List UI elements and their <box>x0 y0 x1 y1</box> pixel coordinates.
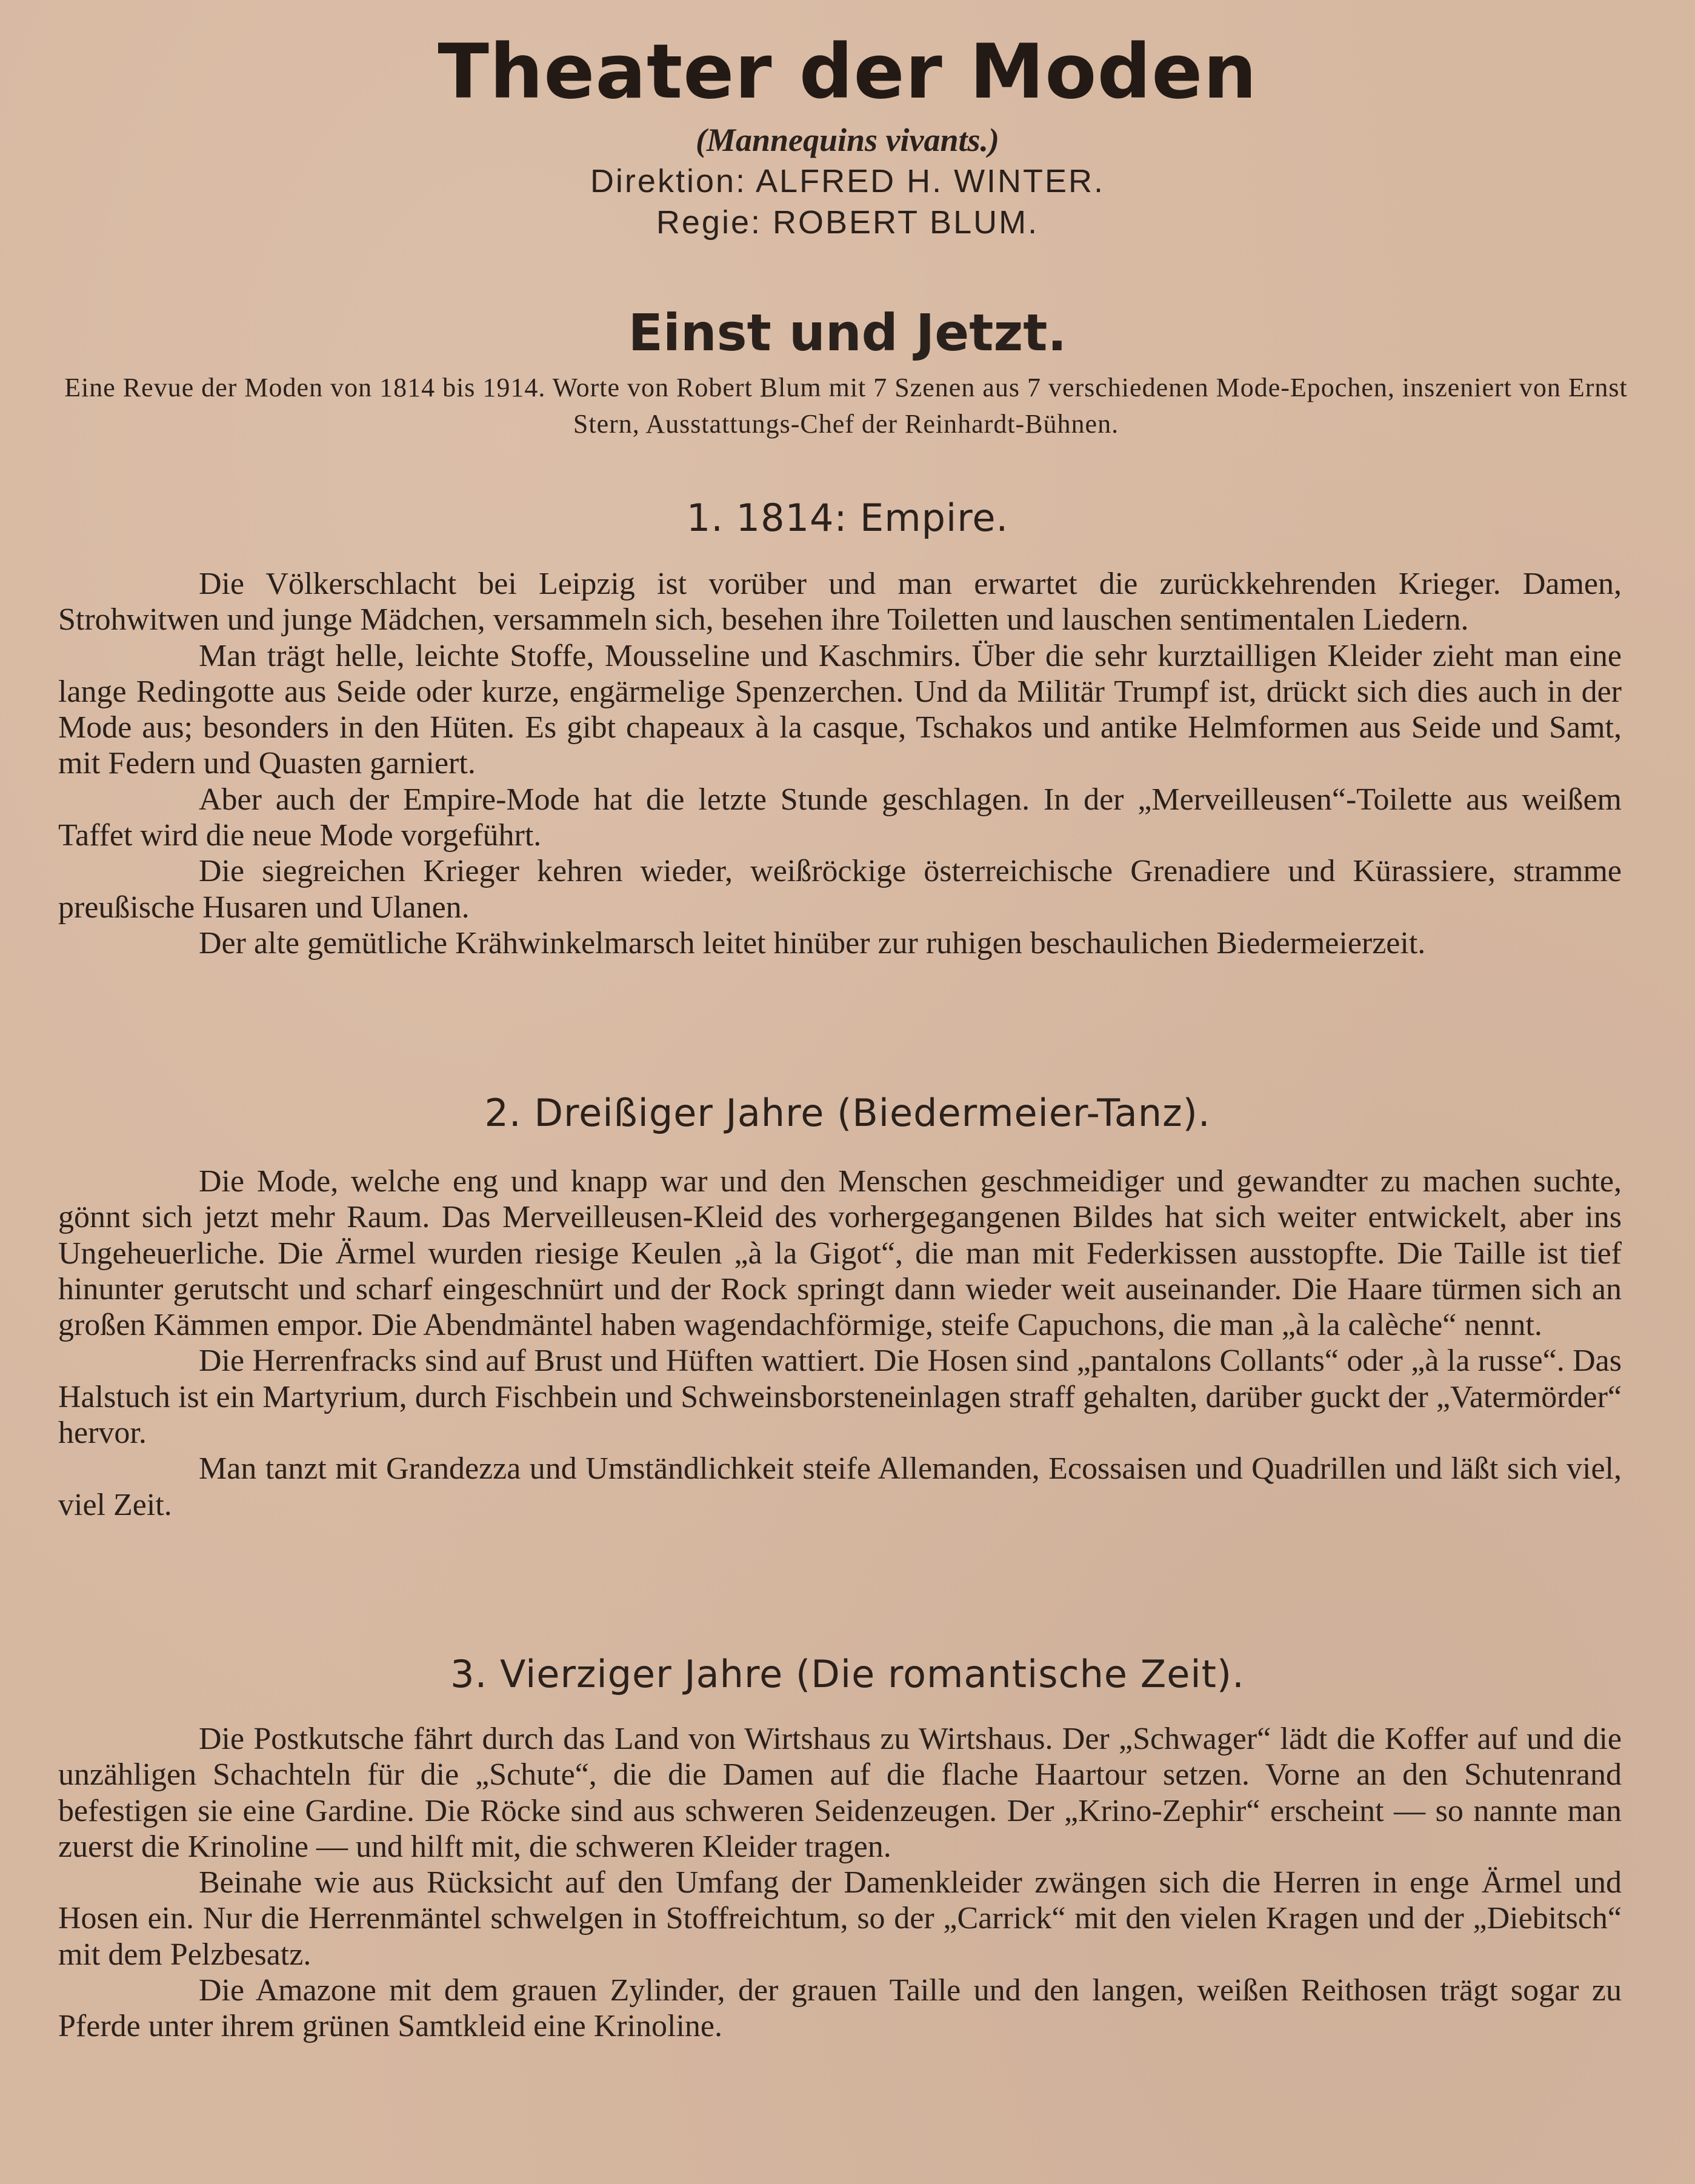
scene-2-body <box>58 1164 1622 1523</box>
scene-paragraph: Aber auch der Empire-Mode hat die letzte Stunde geschlagen. In der „Merveilleusen“-Toilette aus weißem Taffet wird die neue Mode vorgeführt. <box>58 782 1622 853</box>
scene-paragraph: Die Herrenfracks sind auf Brust und Hüften wattiert. Die Hosen sind „pantalons Collants“ oder „à la russe“. Das Halstuch ist ein Martyrium, durch Fischbein und Schweinsborsteneinlagen straff gehalten, darüber guckt der „Vatermörder“ hervor. <box>58 1343 1622 1451</box>
scene-paragraph: Beinahe wie aus Rücksicht auf den Umfang der Damenkleider zwängen sich die Herren in enge Ärmel und Hosen ein. Nur die Herrenmäntel schwelgen in Stoffreichtum, so der „Carrick“ mit den vielen Kragen und der „Diebitsch“ mit dem Pelzbesatz. <box>58 1865 1622 1972</box>
scene-paragraph: Die Völkerschlacht bei Leipzig ist vorüber und man erwartet die zurückkehrenden Krieger. Damen, Strohwitwen und junge Mädchen, versammeln sich, besehen ihre Toiletten und lauschen sentimentalen Liedern. <box>58 567 1622 638</box>
revue-description: Eine Revue der Moden von 1814 bis 1914. Worte von Robert Blum mit 7 Szenen aus 7 verschiedenen Mode-Epochen, inszeniert von Ernst Stern, Ausstattungs-Chef der Reinhardt-Bühnen. <box>64 373 1628 439</box>
scene-paragraph: Die Postkutsche fährt durch das Land von Wirtshaus zu Wirtshaus. Der „Schwager“ lädt die Koffer auf und die unzähligen Schachteln für die „Schute“, die die Damen auf die flache Haartour setzen. Vorne an den Schutenrand befestigen sie eine Gardine. Die Röcke sind aus schweren Seidenzeugen. Der „Krino-Zephir“ erscheint — so nannte man zuerst die Krinoline — und hilft mit, die schweren Kleider tragen. <box>58 1722 1622 1864</box>
scene-paragraph: Man tanzt mit Grandezza und Umständlichkeit steife Allemanden, Ecossaisen und Quadrillen und läßt sich viel, viel Zeit. <box>58 1451 1622 1522</box>
scene-paragraph: Die siegreichen Krieger kehren wieder, weißröckige österreichische Grenadiere und Kürassiere, stramme preußische Husaren und Ulanen. <box>58 854 1622 925</box>
scene-3-body <box>58 1721 1622 2045</box>
scene-paragraph: Die Amazone mit dem grauen Zylinder, der grauen Taille und den langen, weißen Reithosen trägt sogar zu Pferde unter ihrem grünen Samtkleid eine Krinoline. <box>58 1973 1622 2044</box>
scene-paragraph: Der alte gemütliche Krähwinkelmarsch leitet hinüber zur ruhigen beschaulichen Biedermeierzeit. <box>199 925 1426 960</box>
scene-paragraph: Man trägt helle, leichte Stoffe, Mousseline und Kaschmirs. Über die sehr kurztailligen Kleider zieht man eine lange Redingotte aus Seide oder kurze, engärmelige Spenzerchen. Und da Militär Trumpf ist, drückt sich dies auch in der Mode aus; besonders in den Hüten. Es gibt chapeaux à la casque, Tschakos und antike Helmformen aus Seide und Samt, mit Federn und Quasten garniert. <box>58 638 1622 781</box>
page-subtitle: (Mannequins vivants.) <box>695 122 1000 158</box>
scene-1-title: 1. 1814: Empire. <box>686 496 1009 540</box>
scene-paragraph: Die Mode, welche eng und knapp war und den Menschen geschmeidiger und gewandter zu machen suchte, gönnt sich jetzt mehr Raum. Das Merveilleusen-Kleid des vorhergegangenen Bildes hat sich weiter entwickelt, aber ins Ungeheuerliche. Die Ärmel wurden riesige Keulen „à la Gigot“, die man mit Federkissen ausstopfte. Die Taille ist tief hinunter gerutscht und scharf eingeschnürt und der Rock springt dann wieder weit auseinander. Die Haare türmen sich an großen Kämmen empor. Die Abendmäntel haben wagendachförmige, steife Capuchons, die man „à la calèche“ nennt. <box>58 1164 1622 1343</box>
scene-3-title: 3. Vierziger Jahre (Die romantische Zeit). <box>450 1652 1245 1696</box>
scene-2-title: 2. Dreißiger Jahre (Biedermeier-Tanz). <box>484 1091 1211 1135</box>
direktion-credit: Direktion: ALFRED H. WINTER. <box>590 163 1105 199</box>
revue-title: Einst und Jetzt. <box>628 303 1067 362</box>
page-title: Theater der Moden <box>438 28 1257 116</box>
scene-1-body <box>58 566 1622 961</box>
regie-credit: Regie: ROBERT BLUM. <box>656 204 1039 241</box>
